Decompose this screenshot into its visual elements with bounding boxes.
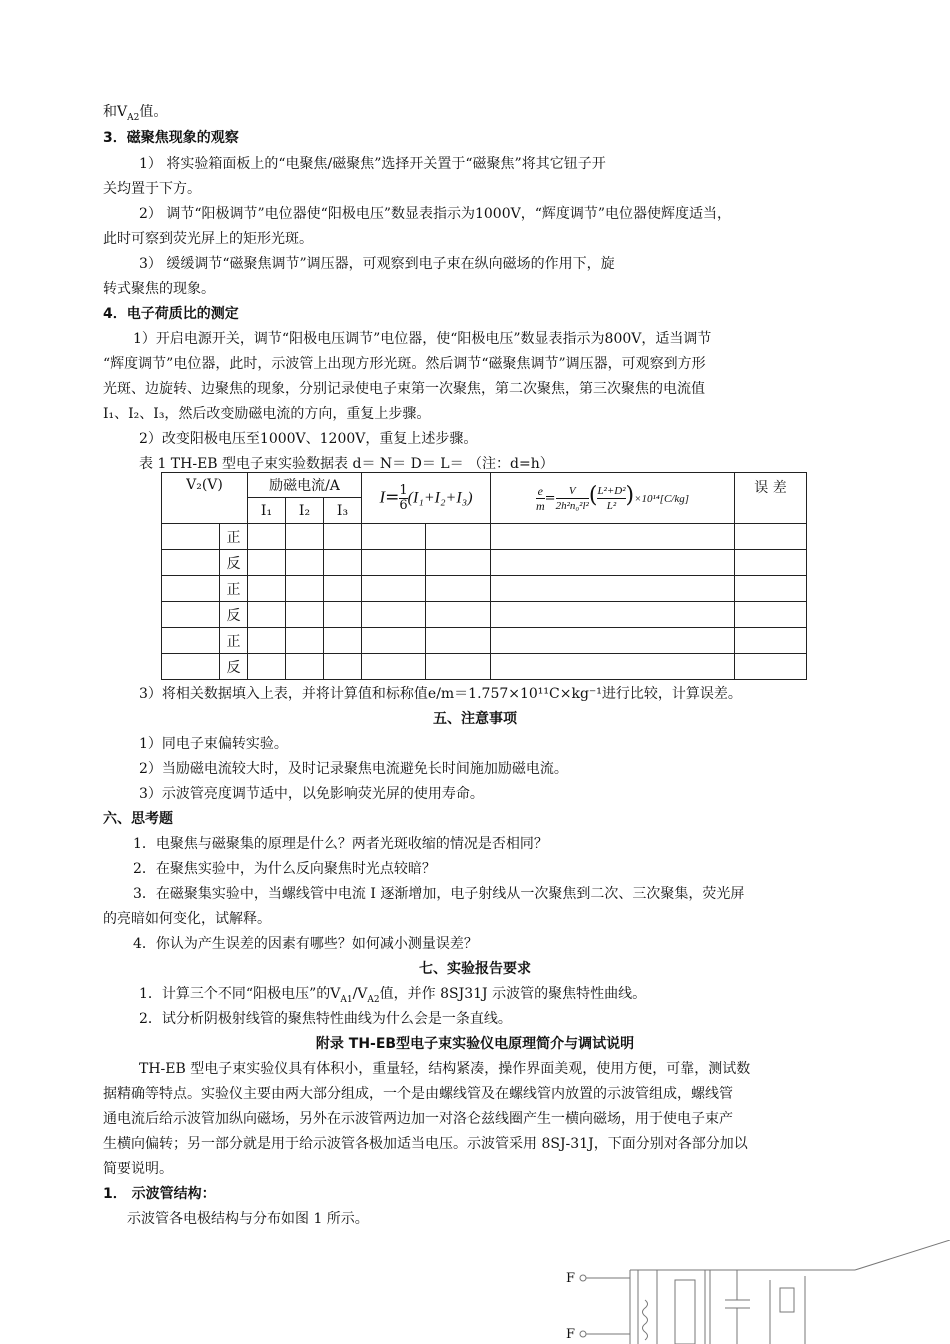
header-current: 励磁电流/A (248, 473, 362, 498)
figure-label-f2: F (566, 1327, 576, 1342)
appendix-heading: 附录 TH-EB型电子束实验仪电原理简介与调试说明 (315, 1036, 635, 1052)
table-caption: 表 1 TH-EB 型电子束实验数据表 d＝ N＝ D＝ L＝ （注：d=h） (139, 456, 554, 472)
text-line: 通电流后给示波管加纵向磁场，另外在示波管两边加一对洛仑兹线圈产生一横向磁场，用于使电子束产 (103, 1111, 733, 1127)
text-line: 3） 缓缓调节“磁聚焦调节”调压器，可观察到电子束在纵向磁场的作用下，旋 (139, 256, 615, 272)
header-v2: V₂(V) (162, 473, 248, 524)
header-error: 误 差 (735, 473, 807, 524)
table-row (162, 628, 807, 654)
formula-charge-mass: $\frac{e}{m}$ = $\frac{V}{\text{2h²n₀²l²}}$ ( $\frac{\text{L²+D²}}{\text{L²}}$ )×10¹⁴[C/kg] (491, 473, 735, 524)
direction-label: 反 (220, 654, 248, 680)
text-line: 据精确等特点。实验仪主要由两大部分组成，一个是由螺线管及在螺线管内放置的示波管组成，螺线管 (103, 1086, 733, 1102)
text-line: 1．电聚焦与磁聚集的原理是什么？两者光斑收缩的情况是否相同？ (133, 836, 548, 852)
text-line: 关均置于下方。 (103, 181, 201, 197)
text-line: TH-EB 型电子束实验仪具有体积小，重量轻，结构紧凑，操作界面美观，使用方便，可靠，测试数 (139, 1061, 751, 1077)
direction-label: 反 (220, 550, 248, 576)
table-row (162, 654, 807, 680)
direction-label: 正 (220, 576, 248, 602)
text-line: 1．计算三个不同“阳极电压”的$V_{A1}/V_{A2}$值，并作 8SJ31J 示波管的聚焦特性曲线。 (139, 986, 647, 1005)
section-heading: 1． 示波管结构： (103, 1186, 216, 1202)
text-line: 简要说明。 (103, 1161, 173, 1177)
text-line: 转式聚焦的现象。 (103, 281, 215, 297)
text-line: 1） 将实验箱面板上的“电聚焦/磁聚焦”选择开关置于“磁聚焦”将其它钮子开 (139, 156, 606, 172)
text-line: 3．在磁聚集实验中，当螺线管中电流 I 逐渐增加，电子射线从一次聚焦到二次、三次聚集，荧光屏 (133, 886, 745, 902)
table-row (162, 550, 807, 576)
text-line: 1）开启电源开关，调节“阳极电压调节”电位器，使“阳极电压”数显表指示为800V，适当调节 (133, 331, 712, 347)
table-row (162, 602, 807, 628)
text-line: I₁、I₂、I₃，然后改变励磁电流的方向，重复上步骤。 (103, 406, 431, 422)
text-line: 2．在聚焦实验中，为什么反向聚焦时光点较暗？ (133, 861, 436, 877)
text-line: 示波管各电极结构与分布如图 1 所示。 (127, 1211, 369, 1227)
section-heading: 4．电子荷质比的测定 (103, 306, 239, 322)
section-heading: 3．磁聚焦现象的观察 (103, 130, 239, 146)
text-line: 和$V_{A2}$值。 (103, 104, 168, 123)
text-line: 2）当励磁电流较大时，及时记录聚焦电流避免长时间施加励磁电流。 (139, 761, 568, 777)
text-line: 3）示波管亮度调节适中，以免影响荧光屏的使用寿命。 (139, 786, 484, 802)
text-line: 的亮暗如何变化，试解释。 (103, 911, 271, 927)
direction-label: 正 (220, 524, 248, 550)
table-row (162, 576, 807, 602)
text-line: 此时可察到荧光屏上的矩形光斑。 (103, 231, 313, 247)
text-line: 2）改变阳极电压至1000V、1200V，重复上述步骤。 (139, 431, 478, 447)
tube-diagram (575, 1240, 950, 1344)
formula-average-current: I= $\frac{1}{6}$ (I₁+I₂+I₃) (362, 473, 491, 524)
direction-label: 反 (220, 602, 248, 628)
header-i2: I₂ (286, 498, 324, 524)
text-line: 1）同电子束偏转实验。 (139, 736, 288, 752)
table-row (162, 524, 807, 550)
header-i3: I₃ (324, 498, 362, 524)
text-line: 生横向偏转；另一部分就是用于给示波管各极加适当电压。示波管采用 8SJ-31J，下面分别对各部分加以 (103, 1136, 748, 1152)
text-line: “辉度调节”电位器，此时，示波管上出现方形光斑。然后调节“磁聚焦调节”调压器，可观察到方形 (103, 356, 706, 372)
section-heading: 七、实验报告要求 (419, 961, 531, 977)
text-line: 3）将相关数据填入上表，并将计算值和标称值e/m＝1.757×10¹¹C×kg⁻¹进行比较，计算误差。 (139, 686, 742, 702)
direction-label: 正 (220, 628, 248, 654)
text-line: 2） 调节“阳极调节”电位器使“阳极电压”数显表指示为1000V，“辉度调节”电位器使辉度适当， (139, 206, 732, 222)
header-i1: I₁ (248, 498, 286, 524)
section-heading: 六、思考题 (103, 811, 173, 827)
figure-label-f1: F (566, 1271, 576, 1286)
text-line: 光斑、边旋转、边聚焦的现象，分别记录使电子束第一次聚焦，第二次聚焦，第三次聚焦的电流值 (103, 381, 705, 397)
text-line: 2．试分析阴极射线管的聚焦特性曲线为什么会是一条直线。 (139, 1011, 512, 1027)
text-line: 4．你认为产生误差的因素有哪些？如何减小测量误差？ (133, 936, 478, 952)
section-heading: 五、注意事项 (433, 711, 517, 727)
data-table (161, 472, 807, 680)
